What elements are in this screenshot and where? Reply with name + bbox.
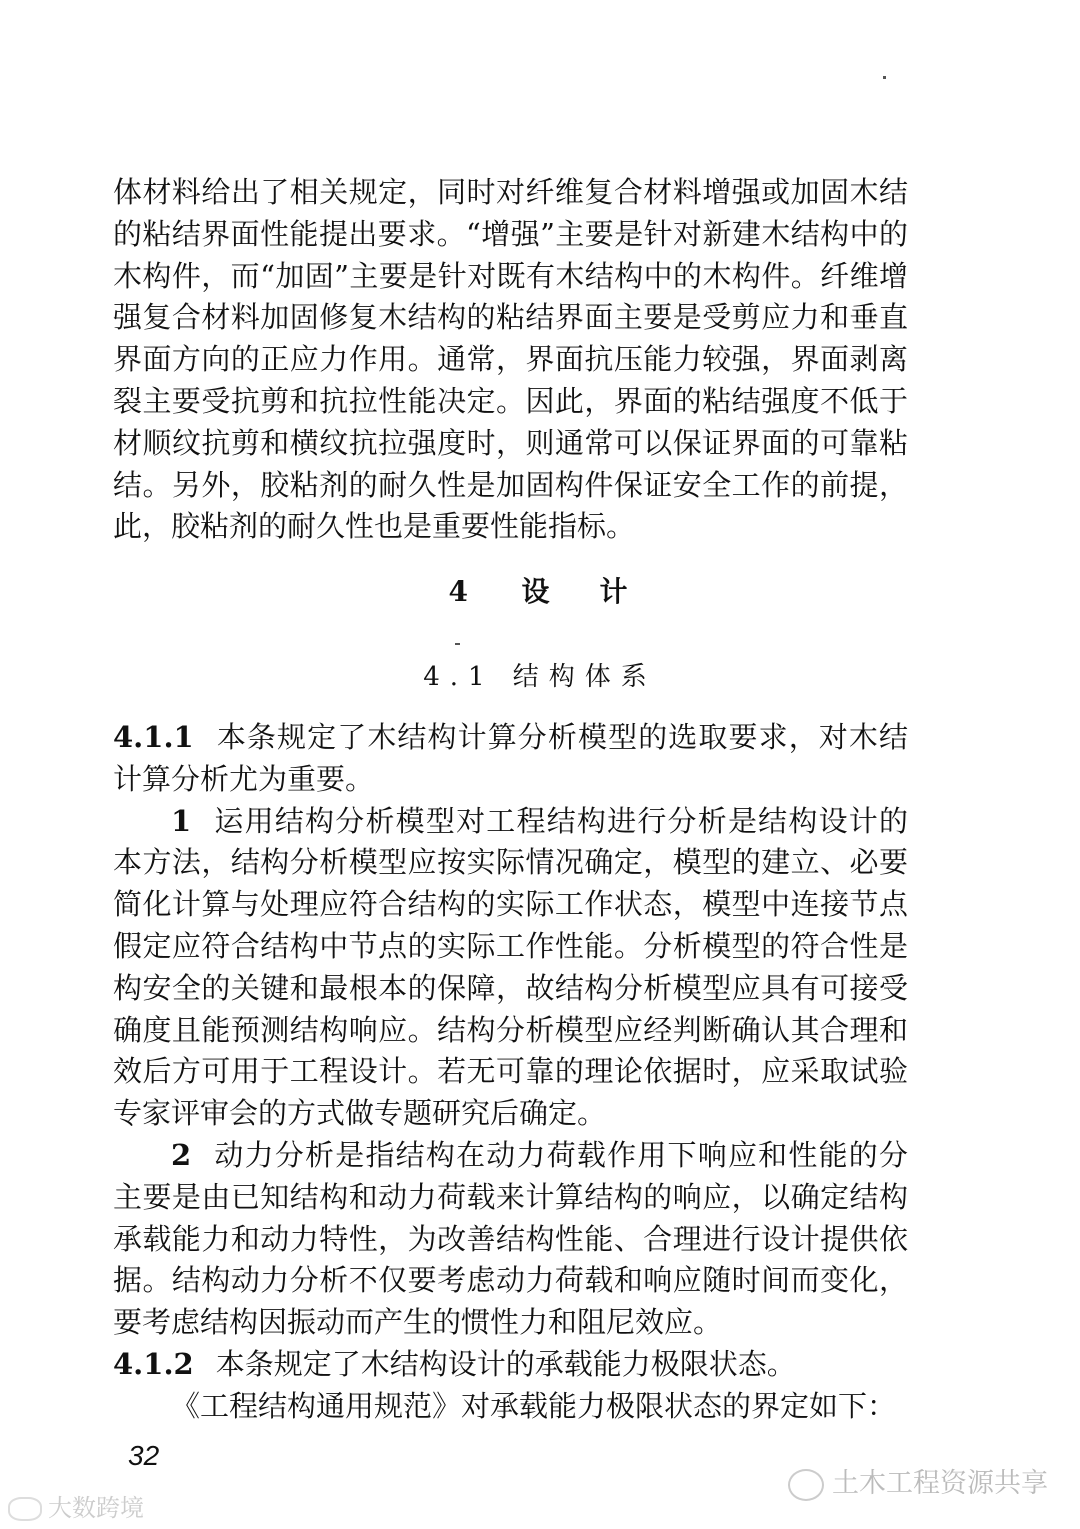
section-heading: 4.1 结构体系	[423, 662, 657, 692]
line-text: 强复合材料加固修复木结构的粘结界面主要是受剪应力和垂直	[113, 300, 908, 335]
text-line	[113, 339, 908, 381]
text-line	[113, 926, 908, 968]
logo-icon	[8, 1497, 42, 1521]
watermark-right	[788, 1461, 1048, 1501]
text-line	[113, 172, 908, 214]
line-text: 要考虑结构因振动而产生的惯性力和阻尼效应。	[113, 1305, 723, 1340]
line-text: 结。另外，胶粘剂的耐久性是加固构件保证安全工作的前提，	[113, 467, 908, 502]
line-text: 效后方可用于工程设计。若无可靠的理论依据时，应采取试验	[113, 1054, 908, 1089]
text-line	[113, 1386, 908, 1428]
watermark-left	[8, 1488, 144, 1523]
line-text: 界面方向的正应力作用。通常，界面抗压能力较强，界面剥离	[113, 342, 908, 377]
line-text: 运用结构分析模型对工程结构进行分析是结构设计的	[213, 803, 908, 838]
text-line	[113, 381, 908, 423]
text-line	[113, 297, 908, 339]
text-line	[113, 506, 908, 548]
line-text: 本方法，结构分析模型应按实际情况确定，模型的建立、必要	[113, 845, 908, 880]
text-line	[113, 884, 908, 926]
text-line	[113, 717, 908, 759]
watermark-left-text: 大数跨境	[48, 1494, 144, 1522]
text-line	[113, 1051, 908, 1093]
line-text: 假定应符合结构中节点的实际工作性能。分析模型的符合性是	[113, 928, 908, 963]
text-line	[113, 1177, 908, 1219]
chapter-title-a: 设	[521, 575, 554, 608]
text-line	[113, 465, 908, 507]
text-line	[113, 1344, 908, 1386]
text-line	[113, 423, 908, 465]
line-text: 简化计算与处理应符合结构的实际工作状态，模型中连接节点	[113, 887, 908, 922]
wechat-icon	[788, 1469, 824, 1501]
line-text: 本条规定了木结构计算分析模型的选取要求，对木结	[215, 720, 908, 754]
intro-paragraph	[113, 172, 908, 548]
scan-speck	[455, 643, 460, 645]
line-text: 计算分析尤为重要。	[113, 761, 375, 796]
line-text: 体材料给出了相关规定，同时对纤维复合材料增强或加固木结	[113, 175, 908, 209]
line-text: 承载能力和动力特性，为改善结构性能、合理进行设计提供依	[113, 1221, 908, 1256]
clause-number: 4.1.2	[113, 1346, 194, 1381]
line-text: 木构件，而“加固”主要是针对既有木结构中的木构件。纤维增	[113, 258, 908, 293]
text-line	[113, 842, 908, 884]
line-text: 材顺纹抗剪和横纹抗拉强度时，则通常可以保证界面的可靠粘	[113, 425, 908, 460]
chapter-title-b: 计	[599, 575, 632, 608]
clause-number: 1	[171, 803, 192, 838]
text-line	[113, 1010, 908, 1052]
line-text: 本条规定了木结构设计的承载能力极限状态。	[215, 1346, 796, 1381]
text-line	[113, 1135, 908, 1177]
page-number: 32	[128, 1440, 160, 1471]
clause-number: 2	[171, 1137, 192, 1172]
clause-number: 4.1.1	[113, 720, 194, 754]
line-text: 主要是由已知结构和动力荷载来计算结构的响应，以确定结构	[113, 1179, 908, 1214]
text-line	[113, 1260, 908, 1302]
line-text: 专家评审会的方式做专题研究后确定。	[113, 1096, 607, 1131]
line-text: 裂主要受抗剪和抗拉性能决定。因此，界面的粘结强度不低于	[113, 383, 908, 418]
text-line	[113, 1302, 908, 1344]
line-text: 《工程结构通用规范》对承载能力极限状态的界定如下：	[171, 1388, 897, 1423]
text-line	[113, 968, 908, 1010]
main-body	[113, 717, 908, 1428]
text-line	[113, 801, 908, 843]
line-text: 动力分析是指结构在动力荷载作用下响应和性能的分	[213, 1137, 908, 1172]
line-text: 构安全的关键和最根本的保障，故结构分析模型应具有可接受	[113, 970, 908, 1005]
line-text: 确度且能预测结构响应。结构分析模型应经判断确认其合理和	[113, 1012, 908, 1047]
chapter-number: 4	[448, 575, 472, 608]
line-text: 的粘结界面性能提出要求。“增强”主要是针对新建木结构中的	[113, 216, 908, 251]
text-line	[113, 1093, 908, 1135]
chapter-heading	[0, 570, 1080, 610]
text-line	[113, 256, 908, 298]
text-line	[113, 214, 908, 256]
line-text: 据。结构动力分析不仅要考虑动力荷载和响应随时间而变化，	[113, 1263, 908, 1298]
watermark-right-text: 土木工程资源共享	[832, 1468, 1048, 1499]
text-line	[113, 759, 908, 801]
scan-speck	[883, 76, 886, 79]
line-text: 此，胶粘剂的耐久性也是重要性能指标。	[113, 509, 636, 544]
text-line	[113, 1219, 908, 1261]
